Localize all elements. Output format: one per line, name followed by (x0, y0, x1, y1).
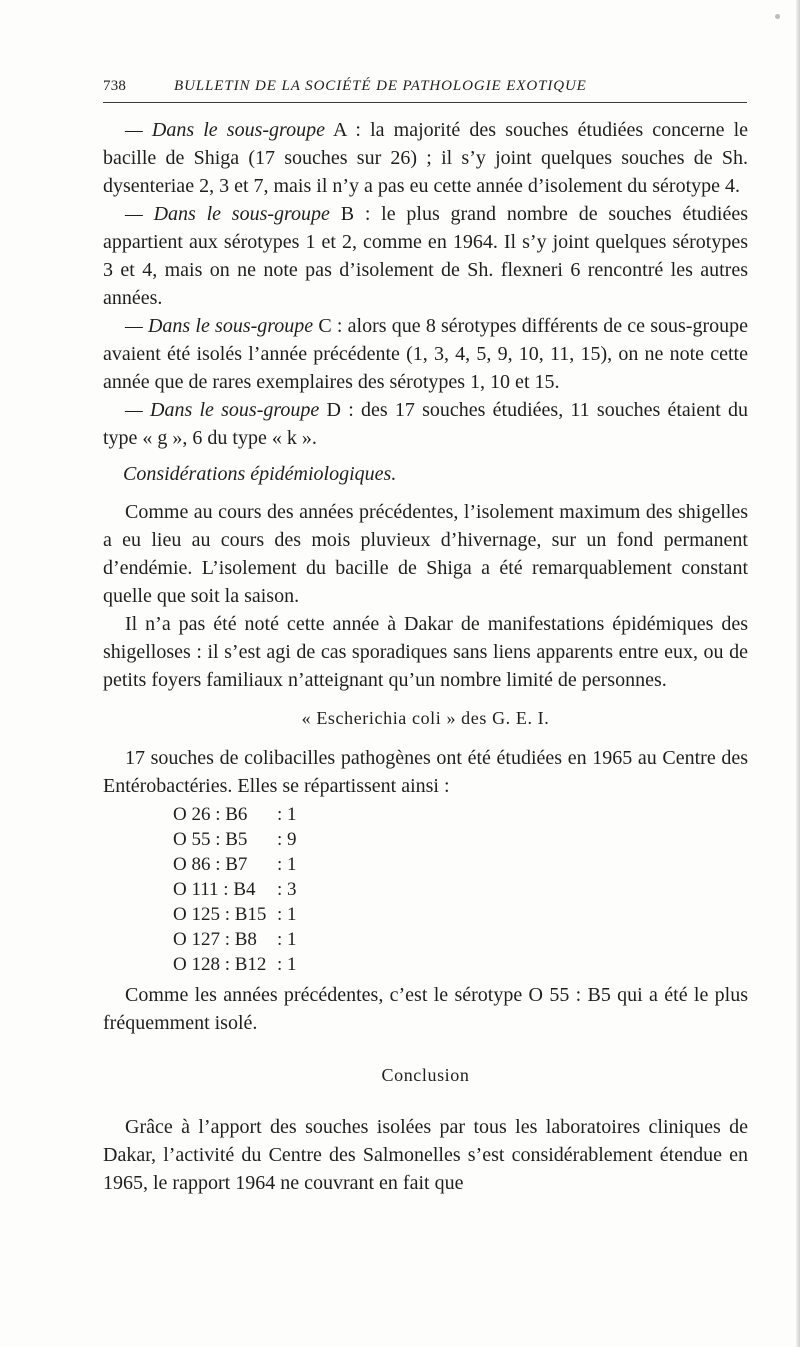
table-row (173, 827, 353, 852)
paragraph-text: D : des 17 souches étudiées, 11 souches étaient du type « g », 6 du type « k ». (103, 399, 749, 449)
table-row (173, 852, 353, 877)
table-row (173, 902, 353, 927)
subgroup-c-paragraph (103, 312, 748, 396)
serotype-code: O 127 : B8 (173, 929, 257, 950)
serotype-count: : 1 (277, 954, 297, 975)
serotype-count: : 9 (277, 829, 297, 850)
serotype-code: O 26 : B6 (173, 804, 248, 825)
paragraph-text: B : le plus grand nombre de souches étudiées appartient aux sérotypes 1 et 2, comme en 1964. Il s’y joint quelques sérotypes 3 et 4, mais on ne note pas d’isolement de Sh. flexneri 6 rencontré les autres années. (103, 203, 748, 309)
serotype-code: O 86 : B7 (173, 854, 248, 875)
paragraph-text: C : alors que 8 sérotypes différents de ce sous-groupe avaient été isolés l’année précédente (1, 3, 4, 5, 9, 10, 11, 15), on ne note cette année que de rares exemplaires des sérotypes 1, 10 et 15. (103, 315, 748, 393)
scan-mark (775, 14, 780, 19)
running-title: BULLETIN DE LA SOCIÉTÉ DE PATHOLOGIE EXOTIQUE (174, 78, 587, 94)
serotype-table (173, 802, 353, 977)
serotype-code: O 55 : B5 (173, 829, 248, 850)
epidemiology-paragraph-1: Comme au cours des années précédentes, l’isolement maximum des shigelles a eu lieu au cours des mois pluvieux d’hivernage, sur un fond permanent d’endémie. L’isolement du bacille de Shiga a été remarquablement constant quelle que soit la saison. (103, 501, 748, 607)
paragraph-text: A : la majorité des souches étudiées concerne le bacille de Shiga (17 souches sur 26) ; il s’y joint quelques souches de Sh. dysenteriae 2, 3 et 7, mais il n’y a pas eu cette année d’isolement du sérotype 4. (103, 119, 748, 197)
escherichia-coli-title: « Escherichia coli » des G. E. I. (301, 708, 550, 728)
subgroup-label: — Dans le sous-groupe (125, 399, 320, 421)
subgroup-d-paragraph (103, 396, 748, 452)
table-row (173, 927, 353, 952)
serotype-code: O 128 : B12 (173, 954, 267, 975)
epidemiology-title: Considérations épidémiologiques. (123, 463, 397, 485)
header-rule (103, 102, 747, 103)
subgroup-label: — Dans le sous-groupe (125, 119, 325, 141)
subgroup-b-paragraph (103, 200, 748, 312)
table-row (173, 877, 353, 902)
conclusion-title: Conclusion (381, 1065, 470, 1085)
serotype-count: : 1 (277, 804, 297, 825)
page-edge-shadow (796, 0, 800, 1347)
subgroup-label: — Dans le sous-groupe (125, 203, 330, 225)
conclusion-text: Grâce à l’apport des souches isolées par tous les laboratoires cliniques de Dakar, l’activité du Centre des Salmonelles s’est considérablement étendue en 1965, le rapport 1964 ne couvrant en fait que (103, 1116, 748, 1194)
main-content (103, 116, 748, 1197)
coli-intro: 17 souches de colibacilles pathogènes ont été étudiées en 1965 au Centre des Entérobactéries. Elles se répartissent ainsi : (103, 747, 748, 797)
subgroup-label: — Dans le sous-groupe (125, 315, 314, 337)
serotype-code: O 125 : B15 (173, 904, 267, 925)
serotype-count: : 1 (277, 929, 297, 950)
table-row (173, 802, 353, 827)
coli-conclusion-text: Comme les années précédentes, c’est le sérotype O 55 : B5 qui a été le plus fréquemment isolé. (103, 984, 748, 1034)
serotype-count: : 1 (277, 904, 297, 925)
table-row (173, 952, 353, 977)
page-header (103, 74, 747, 98)
serotype-count: : 3 (277, 879, 297, 900)
serotype-count: : 1 (277, 854, 297, 875)
epidemiology-paragraph-2: Il n’a pas été noté cette année à Dakar de manifestations épidémiques des shigelloses : il s’est agi de cas sporadiques sans liens apparents entre eux, ou de petits foyers familiaux n’atteignant qu’un nombre limité de personnes. (103, 613, 748, 691)
page-number: 738 (103, 78, 127, 94)
serotype-code: O 111 : B4 (173, 879, 256, 900)
subgroup-a-paragraph (103, 116, 748, 200)
